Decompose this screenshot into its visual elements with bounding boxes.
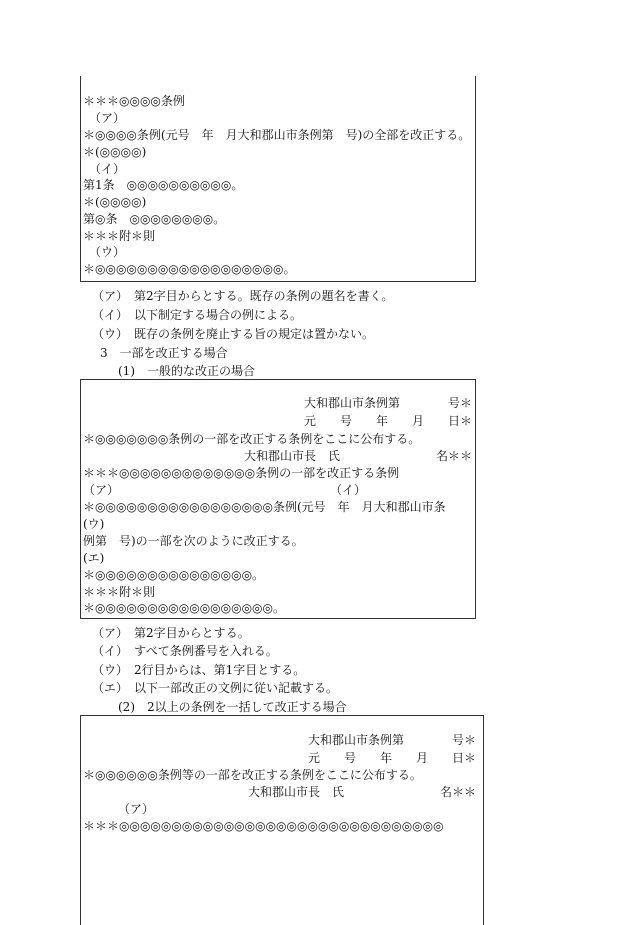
box2-line-2: ＊◎◎◎◎◎◎◎◎◎◎◎◎◎◎◎◎◎。 bbox=[83, 601, 286, 615]
note-u: （ウ） 既存の条例を廃止する旨の規定は置かない。 bbox=[92, 327, 375, 341]
box1-line-8: 第◎条 ◎◎◎◎◎◎◎◎。 bbox=[83, 212, 226, 226]
box2-mark-u: (ウ) bbox=[83, 517, 105, 531]
box2-mark-i: （イ） bbox=[330, 483, 367, 497]
note2-a: （ア） 第2字目からとする。 bbox=[92, 626, 250, 640]
box2-body-line: ＊◎◎◎◎◎◎◎◎◎◎◎◎◎◎◎◎◎条例(元号 年 月大和郡山市条 bbox=[83, 500, 446, 514]
box3-mark-a: （ア） bbox=[118, 802, 155, 816]
box1-line-2: （ア） bbox=[83, 111, 126, 125]
box1-line-3: ＊◎◎◎◎条例(元号 年 月大和郡山市条例第 号)の全部を改正する。 bbox=[83, 128, 471, 142]
box3-ordinance-number: 大和郡山市条例第 号＊ bbox=[307, 733, 476, 747]
note2-i: （イ） すべて条例番号を入れる。 bbox=[92, 644, 278, 658]
note-a: （ア） 第2字目からとする。既存の条例の題名を書く。 bbox=[92, 289, 394, 303]
box1-line-6: 第1条 ◎◎◎◎◎◎◎◎◎◎。 bbox=[83, 178, 244, 192]
box2-promulgation: ＊◎◎◎◎◎◎◎条例の一部を改正する条例をここに公布する。 bbox=[83, 432, 421, 446]
note-i: （イ） 以下制定する場合の例による。 bbox=[92, 308, 303, 322]
box2-continuation-line: 例第 号)の一部を次のように改正する。 bbox=[83, 534, 304, 548]
box1-line-7: ＊(◎◎◎◎) bbox=[83, 195, 147, 209]
box3-mayor: 大和郡山市長 氏 名＊＊ bbox=[247, 785, 476, 799]
box2-mayor: 大和郡山市長 氏 名＊＊ bbox=[243, 449, 472, 463]
box2-line-1: ＊◎◎◎◎◎◎◎◎◎◎◎◎◎◎◎。 bbox=[83, 568, 265, 582]
box1-line-5: （イ） bbox=[83, 162, 126, 176]
note2-u: （ウ） 2行目からは、第1字目とする。 bbox=[92, 663, 306, 677]
box2-supplementary: ＊＊＊附＊則 bbox=[83, 585, 156, 599]
section-heading-3: 3 一部を改正する場合 bbox=[100, 346, 228, 360]
box1-line-10: （ウ） bbox=[83, 245, 126, 259]
box2-ordinance-number: 大和郡山市条例第 号＊ bbox=[303, 396, 472, 410]
section-heading-3-2: (2) 2以上の条例を一括して改正する場合 bbox=[118, 700, 347, 714]
box1-line-9: ＊＊＊附＊則 bbox=[83, 229, 156, 243]
box2-date: 元 号 年 月 日＊ bbox=[303, 414, 472, 428]
box2-title-line: ＊＊＊◎◎◎◎◎◎◎◎◎◎◎◎◎条例の一部を改正する条例 bbox=[83, 466, 400, 480]
box1-line-4: ＊(◎◎◎◎) bbox=[83, 145, 147, 159]
box1-line-1: ＊＊＊◎◎◎◎条例 bbox=[83, 94, 185, 108]
box2-mark-a: （ア） bbox=[83, 483, 120, 497]
note2-e: （エ） 以下一部改正の文例に従い記載する。 bbox=[92, 681, 339, 695]
box3-date: 元 号 年 月 日＊ bbox=[307, 751, 476, 765]
box3-title-line: ＊＊＊◎◎◎◎◎◎◎◎◎◎◎◎◎◎◎◎◎◎◎◎◎◎◎◎◎◎◎◎◎◎◎ bbox=[83, 819, 444, 833]
section-heading-3-1: (1) 一般的な改正の場合 bbox=[118, 364, 255, 378]
box1-line-11: ＊◎◎◎◎◎◎◎◎◎◎◎◎◎◎◎◎◎◎。 bbox=[83, 262, 296, 276]
box2-mark-e: (エ) bbox=[83, 551, 105, 565]
box3-promulgation: ＊◎◎◎◎◎◎条例等の一部を改正する条例をここに公布する。 bbox=[83, 768, 422, 782]
